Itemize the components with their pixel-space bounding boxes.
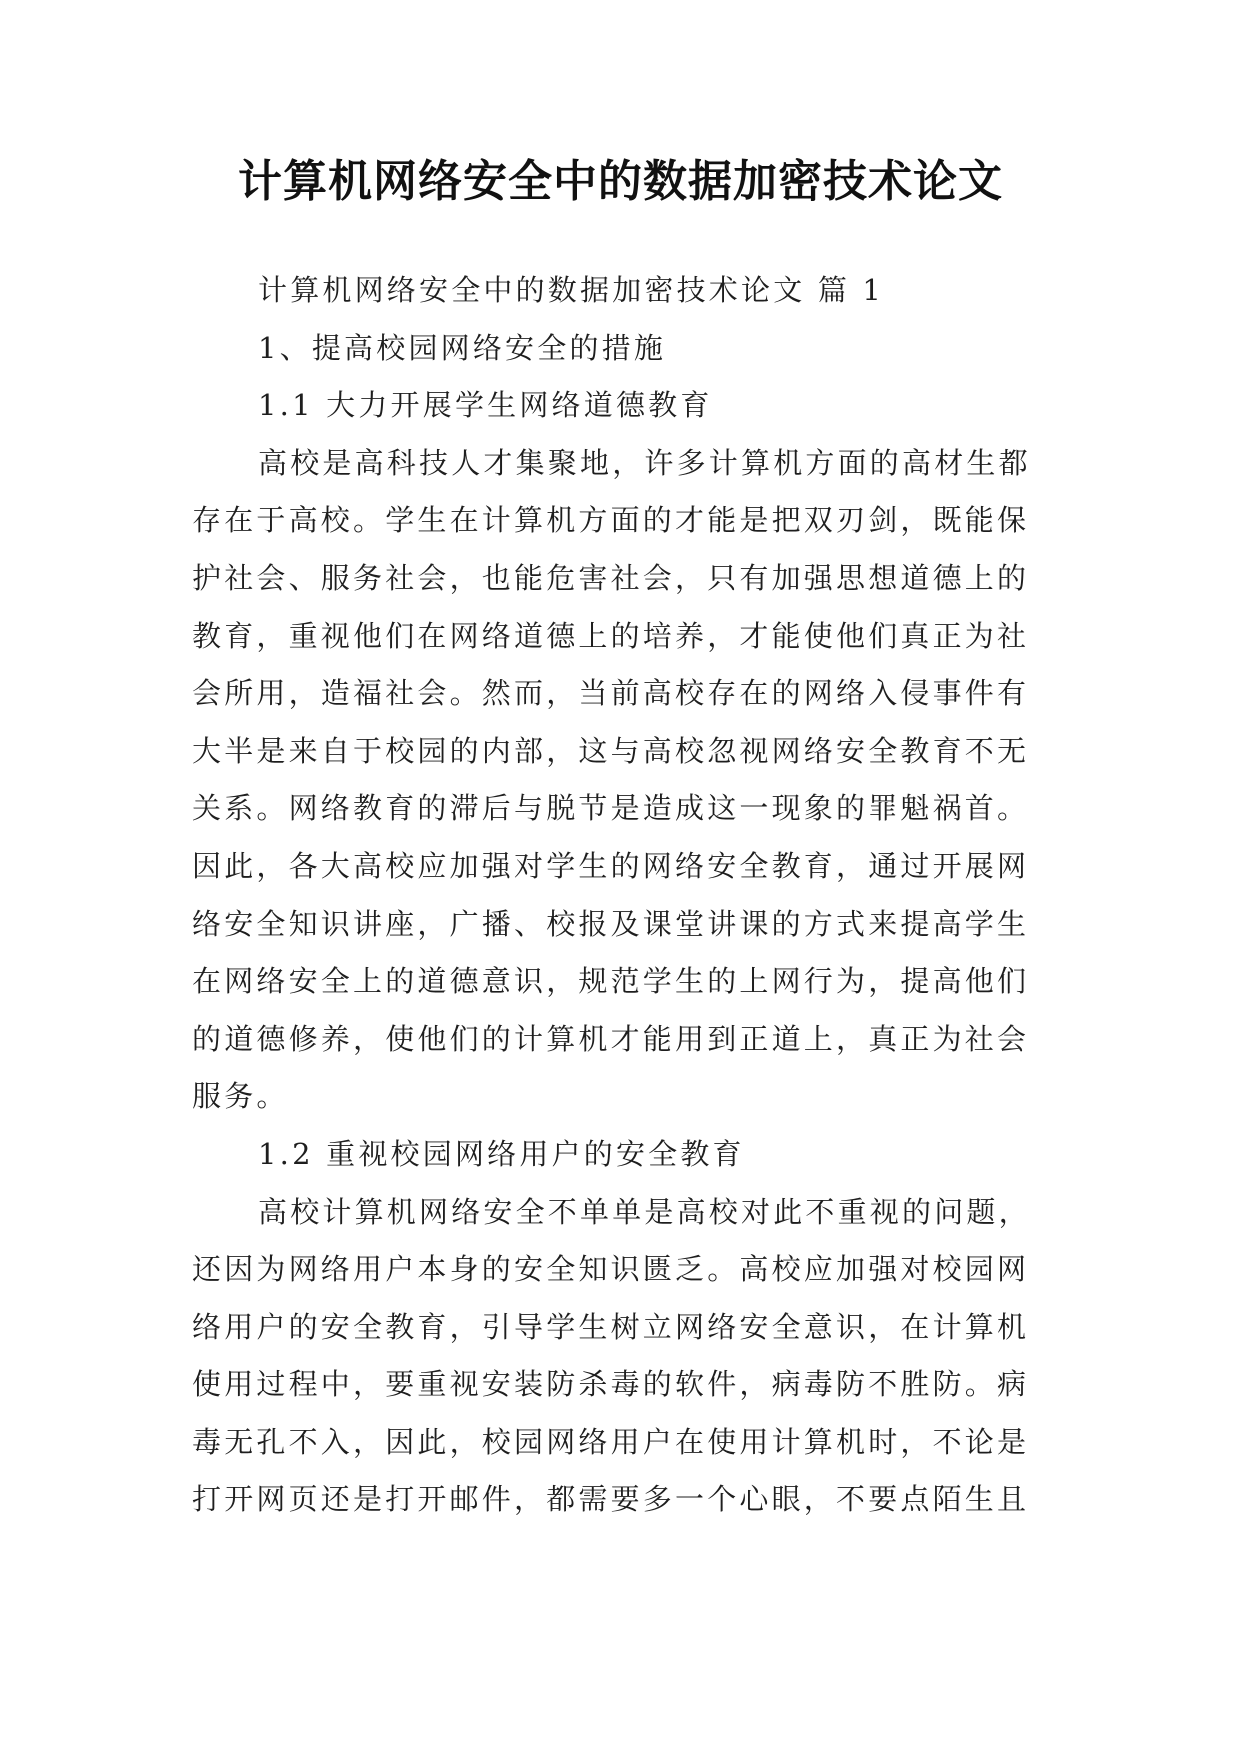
- paragraph-line: 在网络安全上的道德意识，规范学生的上网行为，提高他们: [192, 964, 1030, 999]
- document-title: 计算机网络安全中的数据加密技术论文: [238, 156, 1003, 207]
- paragraph-line: 护社会、服务社会，也能危害社会，只有加强思想道德上的: [192, 560, 1030, 595]
- paragraph-line: 的道德修养，使他们的计算机才能用到正道上，真正为社会: [192, 1021, 1030, 1056]
- section-heading: 计算机网络安全中的数据加密技术论文 篇 1: [258, 273, 885, 307]
- paragraph-line: 因此，各大高校应加强对学生的网络安全教育，通过开展网: [192, 848, 1030, 883]
- paragraph-line: 打开网页还是打开邮件，都需要多一个心眼，不要点陌生且: [192, 1482, 1030, 1517]
- paragraph-line: 高校计算机网络安全不单单是高校对此不重视的问题，: [258, 1194, 1031, 1229]
- paragraph-line: 毒无孔不入，因此，校园网络用户在使用计算机时，不论是: [192, 1424, 1030, 1459]
- paragraph-line: 关系。网络教育的滞后与脱节是造成这一现象的罪魁祸首。: [192, 791, 1030, 826]
- heading-level-1: 1、提高校园网络安全的措施: [258, 330, 667, 365]
- document-body: [192, 262, 1052, 1529]
- heading-level-2: 1.2 重视校园网络用户的安全教育: [258, 1136, 745, 1171]
- paragraph-line: 存在于高校。学生在计算机方面的才能是把双刃剑，既能保: [192, 503, 1030, 538]
- paragraph-line: 络安全知识讲座，广播、校报及课堂讲课的方式来提高学生: [192, 906, 1030, 941]
- paragraph-line: 络用户的安全教育，引导学生树立网络安全意识，在计算机: [192, 1309, 1030, 1344]
- paragraph-line: 使用过程中，要重视安装防杀毒的软件，病毒防不胜防。病: [192, 1367, 1030, 1402]
- paragraph-line: 大半是来自于校园的内部，这与高校忽视网络安全教育不无: [192, 733, 1030, 768]
- paragraph-line: 还因为网络用户本身的安全知识匮乏。高校应加强对校园网: [192, 1252, 1030, 1287]
- heading-level-2: 1.1 大力开展学生网络道德教育: [258, 388, 713, 423]
- paragraph-line: 高校是高科技人才集聚地，许多计算机方面的高材生都: [258, 445, 1031, 480]
- paragraph-line: 会所用，造福社会。然而，当前高校存在的网络入侵事件有: [192, 676, 1030, 711]
- paragraph-line: 教育，重视他们在网络道德上的培养，才能使他们真正为社: [192, 618, 1030, 653]
- paragraph-line: 服务。: [192, 1079, 289, 1114]
